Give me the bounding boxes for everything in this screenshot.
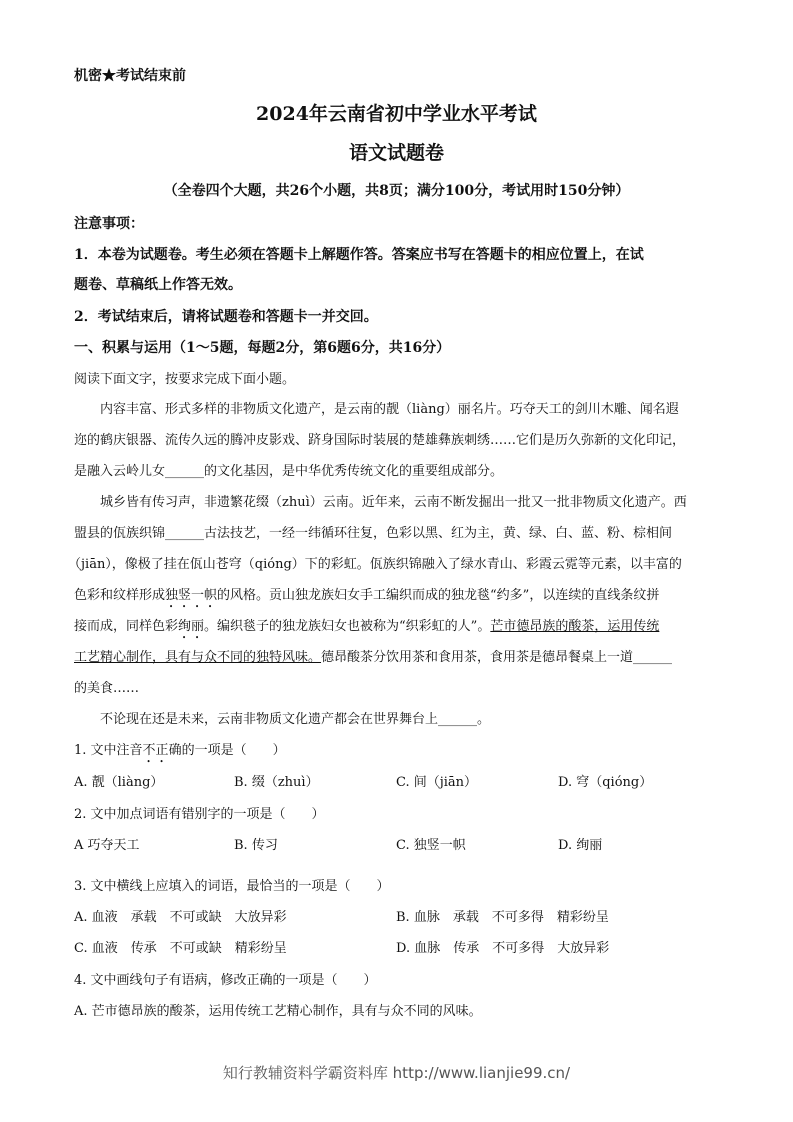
- passage-text: 接而成，同样色彩: [74, 619, 179, 634]
- notice-item-1-line-2: 题卷、草稿纸上作答无效。: [74, 277, 242, 293]
- notice-item-1-line-1: 1．本卷为试题卷。考生必须在答题卡上解题作答。答案应书写在答题卡的相应位置上，在试: [74, 247, 644, 263]
- question-2-stem: 2. 文中加点词语有错别字的一项是（ ）: [74, 807, 325, 822]
- dotted-word-duyishuzhi: 独竖一帜: [165, 588, 218, 603]
- q2-option-b: B. 传习: [234, 838, 278, 853]
- question-1-stem: [74, 741, 286, 766]
- passage-p3: 不论现在还是未来，云南非物质文化遗产都会在世界舞台上______。: [100, 712, 491, 727]
- q1-option-b: B. 缀（zhuì）: [234, 775, 319, 790]
- passage-text: 德昂酸茶分饮用茶和食用茶，食用茶是德昂餐桌上一道______: [321, 650, 673, 665]
- exam-title: 2024年云南省初中学业水平考试: [256, 103, 537, 125]
- q3-option-c: C. 血液 传承 不可或缺 精彩纷呈: [74, 941, 287, 956]
- passage-text: 色彩和纹样形成: [74, 588, 166, 603]
- question-4-stem: 4. 文中画线句子有语病，修改正确的一项是（ ）: [74, 973, 377, 988]
- question-3-stem: 3. 文中横线上应填入的词语，最恰当的一项是（ ）: [74, 879, 390, 894]
- passage-p1-line-3: 是融入云岭儿女______的文化基因，是中华优秀传统文化的重要组成部分。: [74, 464, 504, 479]
- confidential-label: 机密★考试结束前: [74, 68, 186, 84]
- question-text: 1. 文中注音: [74, 743, 143, 758]
- passage-p2-line-2: 盟县的佤族织锦______古法技艺，一经一纬循环往复，色彩以黑、红为主，黄、绿、白、蓝、粉、棕相间: [74, 526, 673, 541]
- exam-info: （全卷四个大题，共26个小题，共8页；满分100分，考试用时150分钟）: [163, 183, 630, 199]
- passage-text: 。编织毯子的独龙族妇女也被称为“织彩虹的人”。: [204, 619, 491, 634]
- q3-option-a: A. 血液 承载 不可或缺 大放异彩: [74, 910, 287, 925]
- q1-option-a: A. 靓（liàng）: [74, 775, 164, 790]
- paper-subtitle: 语文试题卷: [348, 142, 444, 164]
- footer-watermark: 知行教辅资料学霸资料库 http://www.lianjie99.cn/: [222, 1064, 571, 1082]
- passage-text: 的风格。贡山独龙族妇女手工编织而成的独龙毯“约多”，以连续的直线条纹拼: [217, 588, 660, 603]
- passage-p2-line-3: （jiān），像极了挂在佤山苍穹（qióng）下的彩虹。佤族织锦融入了绿水青山、彩霞云霓等元素，以丰富的: [68, 557, 682, 572]
- underlined-sentence-part-2: 工艺精心制作，具有与众不同的独特风味。: [74, 650, 322, 665]
- q2-option-c: C. 独竖一帜: [396, 838, 466, 853]
- q1-option-d: D. 穹（qióng）: [558, 775, 653, 790]
- section-1-intro: 阅读下面文字，按要求完成下面小题。: [74, 372, 296, 387]
- passage-p2-line-1: 城乡皆有传习声，非遗繁花缀（zhuì）云南。近年来，云南不断发掘出一批又一批非物质文化遗产。西: [100, 495, 687, 510]
- q1-option-c: C. 间（jiān）: [396, 775, 478, 790]
- dotted-word-xuanli: 绚丽: [178, 619, 205, 634]
- q4-option-a: A. 芒市德昂族的酸茶，运用传统工艺精心制作，具有与众不同的风味。: [74, 1004, 482, 1019]
- passage-p1-line-1: 内容丰富、形式多样的非物质文化遗产，是云南的靓（liàng）丽名片。巧夺天工的剑川木雕、闻名遐: [100, 402, 679, 417]
- passage-p1-line-2: 迩的鹤庆银器、流传久远的腾冲皮影戏、跻身国际时装展的楚雄彝族刺绣……它们是历久弥新的文化印记，: [74, 433, 686, 448]
- q3-option-d: D. 血脉 传承 不可多得 大放异彩: [396, 941, 610, 956]
- underlined-sentence-part-1: 芒市德昂族的酸茶，运用传统: [490, 619, 660, 634]
- passage-p2-line-7: 的美食……: [74, 681, 140, 696]
- notice-item-2: 2．考试结束后，请将试题卷和答题卡一并交回。: [74, 309, 378, 325]
- passage-p2-line-4: [74, 586, 659, 611]
- passage-p2-line-6: [74, 648, 672, 668]
- dotted-word-buzheng: 不正: [142, 743, 169, 758]
- notice-heading: 注意事项：: [74, 216, 144, 232]
- q2-option-d: D. 绚丽: [558, 838, 603, 853]
- passage-p2-line-5: [74, 617, 659, 642]
- question-text: 确的一项是（ ）: [168, 743, 286, 758]
- section-1-heading: 一、积累与运用（1～5题，每题2分，第6题6分，共16分）: [74, 340, 451, 356]
- q3-option-b: B. 血脉 承载 不可多得 精彩纷呈: [396, 910, 609, 925]
- q2-option-a: A 巧夺天工: [74, 838, 140, 853]
